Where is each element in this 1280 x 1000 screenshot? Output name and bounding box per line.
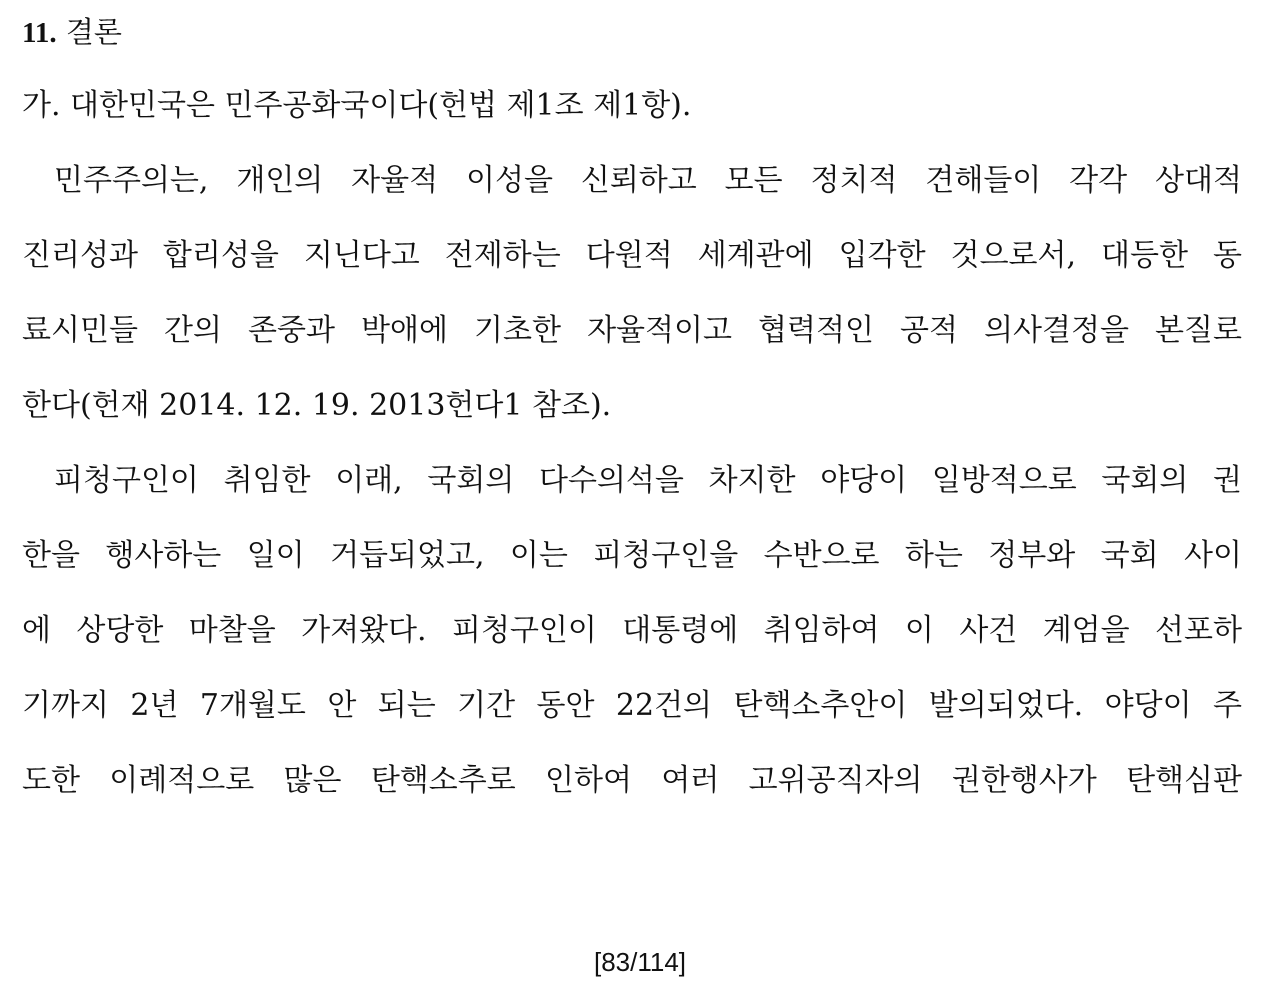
paragraph-2-line: 기까지 2년 7개월도 안 되는 기간 동안 22건의 탄핵소추안이 발의되었다. 야당이 주 bbox=[22, 688, 1242, 723]
section-heading bbox=[22, 12, 122, 53]
page-indicator: [83/114] bbox=[593, 947, 687, 977]
paragraph-2-line: 에 상당한 마찰을 가져왔다. 피청구인이 대통령에 취임하여 이 사건 계엄을 선포하 bbox=[22, 613, 1242, 648]
section-number: 11. bbox=[22, 17, 57, 49]
paragraph-1-line: 료시민들 간의 존중과 박애에 기초한 자율적이고 협력적인 공적 의사결정을 본질로 bbox=[22, 313, 1242, 348]
section-title: 결론 bbox=[65, 15, 122, 49]
subsection-title: 가. 대한민국은 민주공화국이다(헌법 제1조 제1항). bbox=[22, 88, 692, 123]
paragraph-2-line: 도한 이례적으로 많은 탄핵소추로 인하여 여러 고위공직자의 권한행사가 탄핵심판 bbox=[22, 763, 1242, 798]
paragraph-1-line: 한다(헌재 2014. 12. 19. 2013헌다1 참조). bbox=[22, 388, 612, 423]
paragraph-2-line: 피청구인이 취임한 이래, 국회의 다수의석을 차지한 야당이 일방적으로 국회의 권 bbox=[54, 463, 1242, 498]
paragraph-1-line: 진리성과 합리성을 지닌다고 전제하는 다원적 세계관에 입각한 것으로서, 대등한 동 bbox=[22, 238, 1242, 273]
paragraph-2-line: 한을 행사하는 일이 거듭되었고, 이는 피청구인을 수반으로 하는 정부와 국회 사이 bbox=[22, 538, 1242, 573]
paragraph-1-line: 민주주의는, 개인의 자율적 이성을 신뢰하고 모든 정치적 견해들이 각각 상대적 bbox=[54, 163, 1242, 198]
